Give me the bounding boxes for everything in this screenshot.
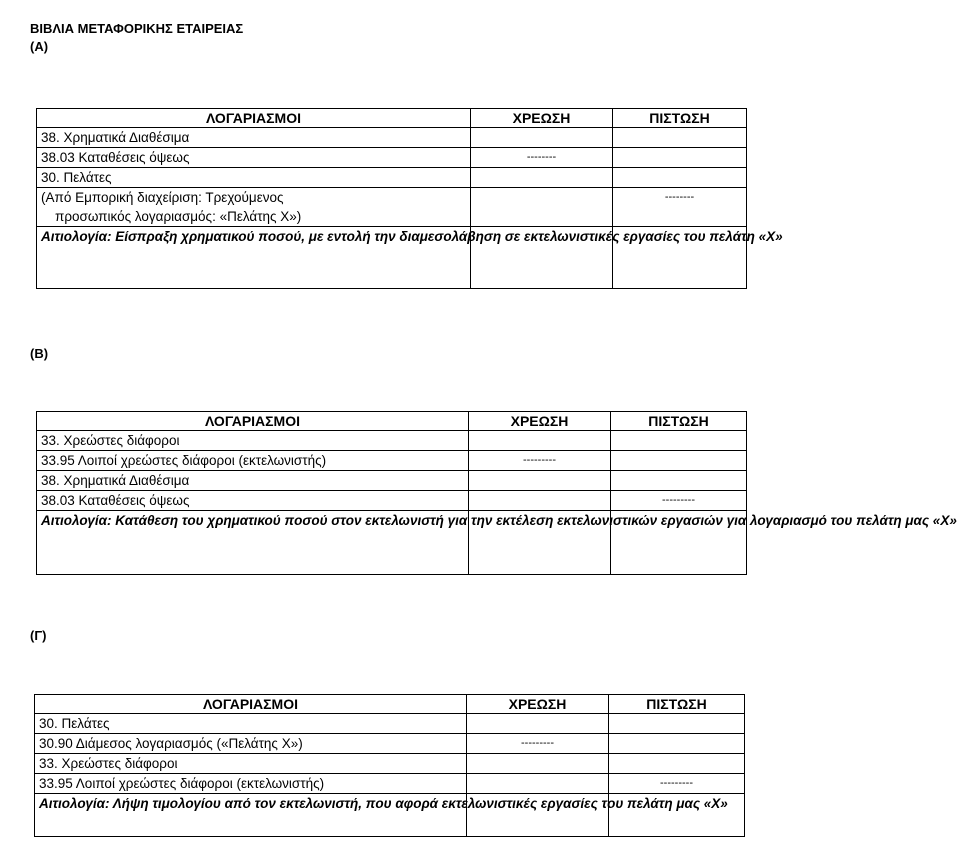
account-cell: 33. Χρεώστες διάφοροι (35, 754, 467, 774)
account-cell: 38. Χρηματικά Διαθέσιμα (37, 471, 469, 491)
column-header-accounts: ΛΟΓΑΡΙΑΣΜΟΙ (37, 109, 471, 128)
debit-cell: --------- (467, 734, 609, 754)
credit-cell: --------- (611, 491, 747, 511)
section-label-c: (Γ) (30, 628, 47, 643)
credit-cell (613, 168, 747, 188)
credit-cell (609, 714, 745, 734)
table-row (35, 774, 745, 794)
account-line: (Από Εμπορική διαχείριση: Τρεχούμενος (41, 190, 284, 205)
table-row (35, 734, 745, 754)
debit-cell (469, 471, 611, 491)
account-cell: 30. Πελάτες (35, 714, 467, 734)
debit-cell (471, 168, 613, 188)
justification-row (37, 227, 747, 289)
justification-text: Αιτιολογία: Είσπραξη χρηματικού ποσού, με εντολή την διαμεσολάβηση σε εκτελωνιστικές εργασίες του πελάτη «Χ» (37, 227, 471, 289)
credit-cell (609, 734, 745, 754)
table-row (37, 188, 747, 227)
justification-text: Αιτιολογία: Λήψη τιμολογίου από τον εκτελωνιστή, που αφορά εκτελωνιστικές εργασίες του πελάτη μας «Χ» (35, 794, 467, 837)
section-label-b: (Β) (30, 346, 49, 361)
credit-cell (611, 431, 747, 451)
table-row (37, 491, 747, 511)
credit-cell (611, 451, 747, 471)
account-cell: 30.90 Διάμεσος λογαριασμός («Πελάτης Χ») (35, 734, 467, 754)
table-row (35, 714, 745, 734)
column-header-credit: ΠΙΣΤΩΣΗ (609, 695, 745, 714)
section-label-a: (Α) (30, 39, 49, 54)
account-cell: 33. Χρεώστες διάφοροι (37, 431, 469, 451)
credit-cell (613, 148, 747, 168)
table-row (37, 431, 747, 451)
credit-cell: -------- (613, 188, 747, 227)
account-cell: 33.95 Λοιποί χρεώστες διάφοροι (εκτελωνιστής) (37, 451, 469, 471)
document-title: ΒΙΒΛΙΑ ΜΕΤΑΦΟΡΙΚΗΣ ΕΤΑΙΡΕΙΑΣ (30, 21, 244, 36)
account-line: προσωπικός λογαριασμός: «Πελάτης Χ») (55, 209, 302, 224)
credit-cell (611, 471, 747, 491)
column-header-debit: ΧΡΕΩΣΗ (469, 412, 611, 431)
table-header-row (37, 412, 747, 431)
justification-row (35, 794, 745, 837)
account-cell: 38. Χρηματικά Διαθέσιμα (37, 128, 471, 148)
justification-text: Αιτιολογία: Κατάθεση του χρηματικού ποσού στον εκτελωνιστή για την εκτέλεση εκτελωνιστικών εργασιών για λογαριασμό του πελάτη μας «Χ» (37, 511, 469, 575)
credit-cell (609, 754, 745, 774)
account-cell: 38.03 Καταθέσεις όψεως (37, 148, 471, 168)
column-header-accounts: ΛΟΓΑΡΙΑΣΜΟΙ (37, 412, 469, 431)
journal-table-b (36, 411, 957, 575)
debit-cell (469, 431, 611, 451)
table-row (37, 451, 747, 471)
column-header-debit: ΧΡΕΩΣΗ (471, 109, 613, 128)
table-row (37, 168, 747, 188)
debit-cell (467, 774, 609, 794)
credit-cell: --------- (609, 774, 745, 794)
table-row (37, 148, 747, 168)
account-cell: 30. Πελάτες (37, 168, 471, 188)
journal-table-c (34, 694, 745, 837)
debit-cell (467, 714, 609, 734)
column-header-debit: ΧΡΕΩΣΗ (467, 695, 609, 714)
debit-cell (467, 754, 609, 774)
column-header-accounts: ΛΟΓΑΡΙΑΣΜΟΙ (35, 695, 467, 714)
debit-cell: -------- (471, 148, 613, 168)
column-header-credit: ΠΙΣΤΩΣΗ (611, 412, 747, 431)
table-row (37, 128, 747, 148)
credit-cell (613, 128, 747, 148)
table-row (37, 471, 747, 491)
debit-cell: --------- (469, 451, 611, 471)
table-row (35, 754, 745, 774)
account-cell: 33.95 Λοιποί χρεώστες διάφοροι (εκτελωνιστής) (35, 774, 467, 794)
justification-row (37, 511, 747, 575)
table-header-row (35, 695, 745, 714)
account-cell: 38.03 Καταθέσεις όψεως (37, 491, 469, 511)
debit-cell (471, 188, 613, 227)
column-header-credit: ΠΙΣΤΩΣΗ (613, 109, 747, 128)
journal-table-a (36, 108, 783, 289)
table-header-row (37, 109, 747, 128)
debit-cell (471, 128, 613, 148)
debit-cell (469, 491, 611, 511)
account-cell (37, 188, 471, 227)
